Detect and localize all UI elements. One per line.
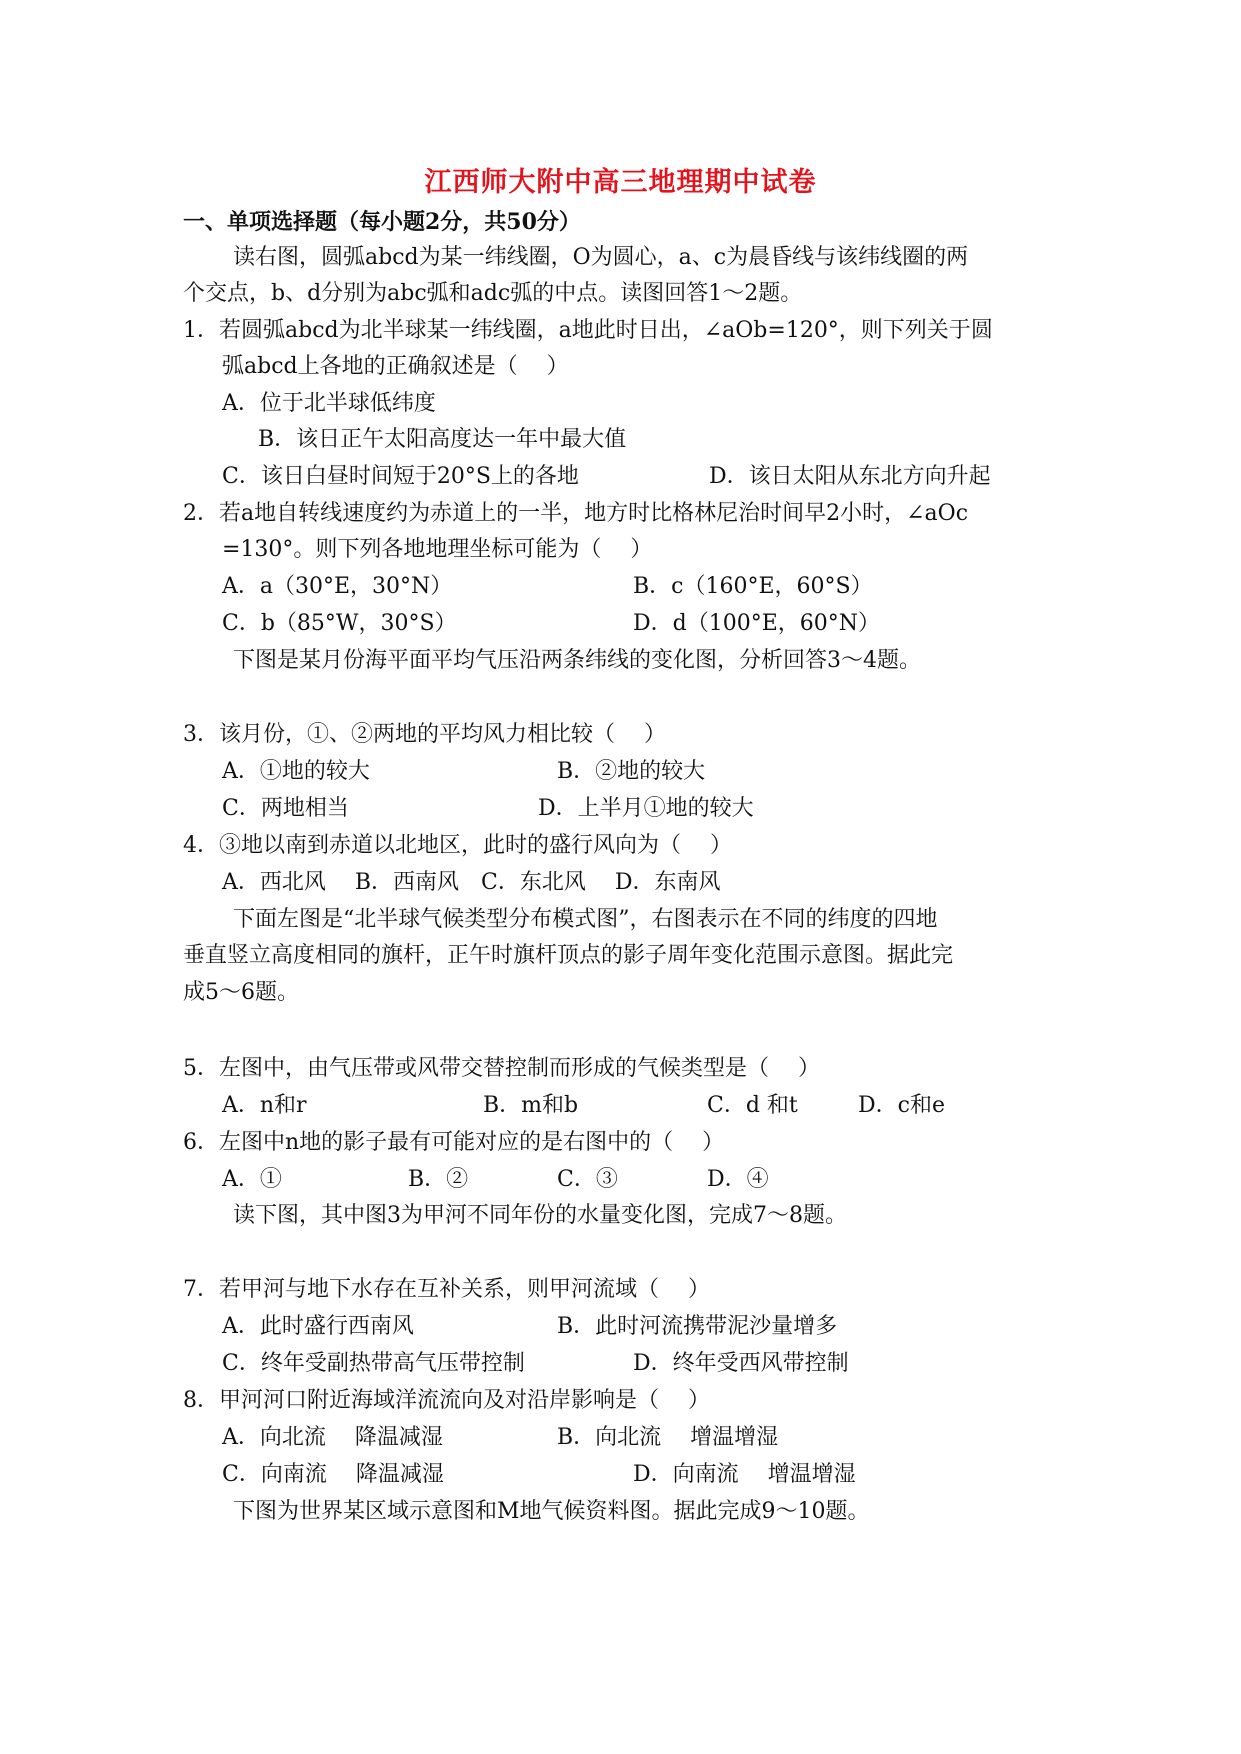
question-stem: 4．③地以南到赤道以北地区，此时的盛行风向为（ ） xyxy=(183,833,732,858)
option-a: A．①地的较大 xyxy=(222,759,370,784)
option-b: B．此时河流携带泥沙量增多 xyxy=(557,1314,838,1339)
option-c: C．b（85°W，30°S） xyxy=(222,611,457,636)
option-b: B．该日正午太阳高度达一年中最大值 xyxy=(258,427,627,452)
options-row: A．西北风 B．西南风 C．东北风 D．东南风 xyxy=(222,870,721,895)
option-d: D．c和e xyxy=(858,1093,945,1118)
question-stem: 8．甲河河口附近海域洋流流向及对沿岸影响是（ ） xyxy=(183,1388,710,1413)
question-stem: 6．左图中n地的影子最有可能对应的是右图中的（ ） xyxy=(183,1130,725,1155)
section-heading: 一、单项选择题（每小题2分，共50分） xyxy=(183,209,581,235)
passage-text: 成5～6题。 xyxy=(183,980,299,1005)
option-c: C．d 和t xyxy=(707,1093,798,1118)
passage-text: 读右图，圆弧abcd为某一纬线圈，O为圆心，a、c为晨昏线与该纬线圈的两 xyxy=(233,245,969,270)
option-d: D．④ xyxy=(707,1167,769,1192)
passage-text: 下图是某月份海平面平均气压沿两条纬线的变化图，分析回答3～4题。 xyxy=(233,648,921,673)
option-a: A．n和r xyxy=(222,1093,307,1118)
option-b: B．向北流 增温增湿 xyxy=(557,1425,779,1450)
option-a: A．向北流 降温减湿 xyxy=(222,1425,443,1450)
page-title: 江西师大附中高三地理期中试卷 xyxy=(424,167,817,198)
option-c: C．两地相当 xyxy=(222,796,349,821)
question-stem: 弧abcd上各地的正确叙述是（ ） xyxy=(222,354,569,379)
option-a: A．a（30°E，30°N） xyxy=(222,574,453,599)
question-stem: 5．左图中，由气压带或风带交替控制而形成的气候类型是（ ） xyxy=(183,1056,820,1081)
option-b: B．m和b xyxy=(483,1093,579,1118)
question-stem: =130°。则下列各地地理坐标可能为（ ） xyxy=(222,537,653,562)
passage-text: 读下图，其中图3为甲河不同年份的水量变化图，完成7～8题。 xyxy=(233,1203,847,1228)
passage-text: 个交点，b、d分别为abc弧和adc弧的中点。读图回答1～2题。 xyxy=(183,281,803,306)
option-b: B．c（160°E，60°S） xyxy=(633,574,873,599)
option-c: C．向南流 降温减湿 xyxy=(222,1462,444,1487)
question-stem: 2．若a地自转线速度约为赤道上的一半，地方时比格林尼治时间早2小时，∠aOc xyxy=(183,501,969,526)
option-a: A．① xyxy=(222,1167,282,1192)
option-a: A．位于北半球低纬度 xyxy=(222,391,436,416)
question-stem: 1．若圆弧abcd为北半球某一纬线圈，a地此时日出，∠aOb=120°，则下列关于圆 xyxy=(183,318,993,343)
question-stem: 7．若甲河与地下水存在互补关系，则甲河流域（ ） xyxy=(183,1277,710,1302)
passage-text: 下面左图是“北半球气候类型分布模式图”，右图表示在不同的纬度的四地 xyxy=(233,907,938,932)
option-d: D．上半月①地的较大 xyxy=(538,796,754,821)
passage-text: 垂直竖立高度相同的旗杆，正午时旗杆顶点的影子周年变化范围示意图。据此完 xyxy=(183,943,954,968)
option-b: B．② xyxy=(408,1167,469,1192)
option-a: A．此时盛行西南风 xyxy=(222,1314,414,1339)
option-c: C．该日白昼时间短于20°S上的各地 xyxy=(222,464,579,489)
option-c: C．终年受副热带高气压带控制 xyxy=(222,1351,525,1376)
option-d: D．d（100°E，60°N） xyxy=(633,611,881,636)
question-stem: 3．该月份，①、②两地的平均风力相比较（ ） xyxy=(183,722,666,747)
option-c: C．③ xyxy=(557,1167,618,1192)
option-d: D．终年受西风带控制 xyxy=(633,1351,849,1376)
passage-text: 下图为世界某区域示意图和M地气候资料图。据此完成9～10题。 xyxy=(233,1499,870,1524)
option-d: D．该日太阳从东北方向升起 xyxy=(709,464,991,489)
option-d: D．向南流 增温增湿 xyxy=(633,1462,856,1487)
option-b: B．②地的较大 xyxy=(557,759,706,784)
